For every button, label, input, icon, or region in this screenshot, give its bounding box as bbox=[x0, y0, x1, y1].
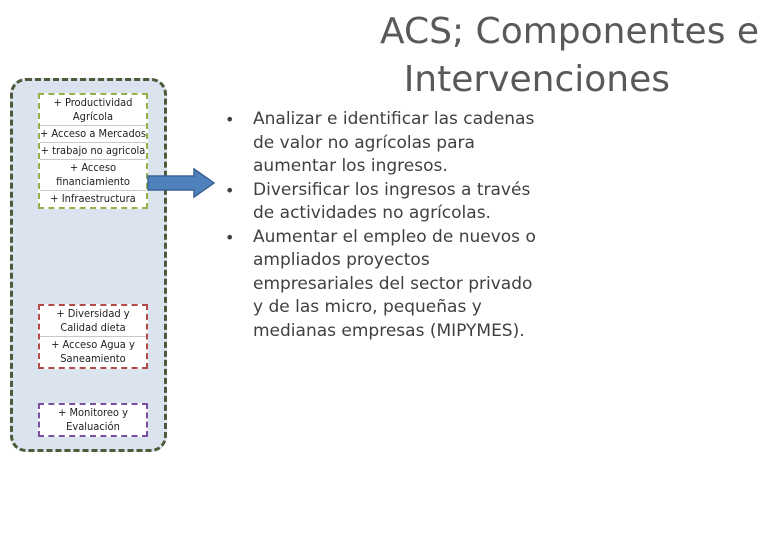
component-trabajo: + trabajo no agricola bbox=[40, 144, 146, 157]
components-panel bbox=[10, 78, 167, 452]
title-line-1: ACS; Componentes e bbox=[380, 11, 759, 52]
interventions-list bbox=[222, 108, 542, 343]
bullet-dot-icon: • bbox=[225, 180, 235, 200]
component-dieta: + Diversidad y Calidad dieta bbox=[56, 307, 130, 334]
bullet-dot-icon: • bbox=[225, 227, 235, 247]
bullet-text: Diversificar los ingresos a través de actividades no agrícolas. bbox=[253, 179, 531, 223]
component-mercados: + Acceso a Mercados bbox=[40, 127, 146, 140]
monitoring-component-box bbox=[38, 403, 148, 437]
component-agua: + Acceso Agua y Saneamiento bbox=[40, 336, 146, 367]
nutrition-components-box bbox=[38, 304, 148, 369]
component-productividad: + Productividad Agrícola bbox=[53, 96, 133, 123]
component-infraestructura: + Infraestructura bbox=[40, 190, 146, 207]
bullet-item bbox=[222, 179, 542, 226]
bullet-item bbox=[222, 226, 542, 344]
slide-title bbox=[360, 8, 759, 104]
bullet-dot-icon: • bbox=[225, 110, 235, 129]
bullet-text: Aumentar el empleo de nuevos o ampliados proyectos empresariales del sector privado y de las micro, pequeñas y medianas empresas (MIPYMES). bbox=[253, 226, 536, 341]
bullet-text: Analizar e identificar las cadenas de valor no agrícolas para aumentar los ingresos. bbox=[253, 109, 535, 176]
component-financiamiento: + Acceso financiamiento bbox=[40, 159, 146, 190]
title-line-2: Intervenciones bbox=[403, 59, 670, 100]
economic-components-box bbox=[38, 93, 148, 209]
component-monitoreo: + Monitoreo y Evaluación bbox=[58, 406, 128, 433]
bullet-item bbox=[222, 108, 542, 179]
right-arrow-icon bbox=[146, 168, 216, 198]
